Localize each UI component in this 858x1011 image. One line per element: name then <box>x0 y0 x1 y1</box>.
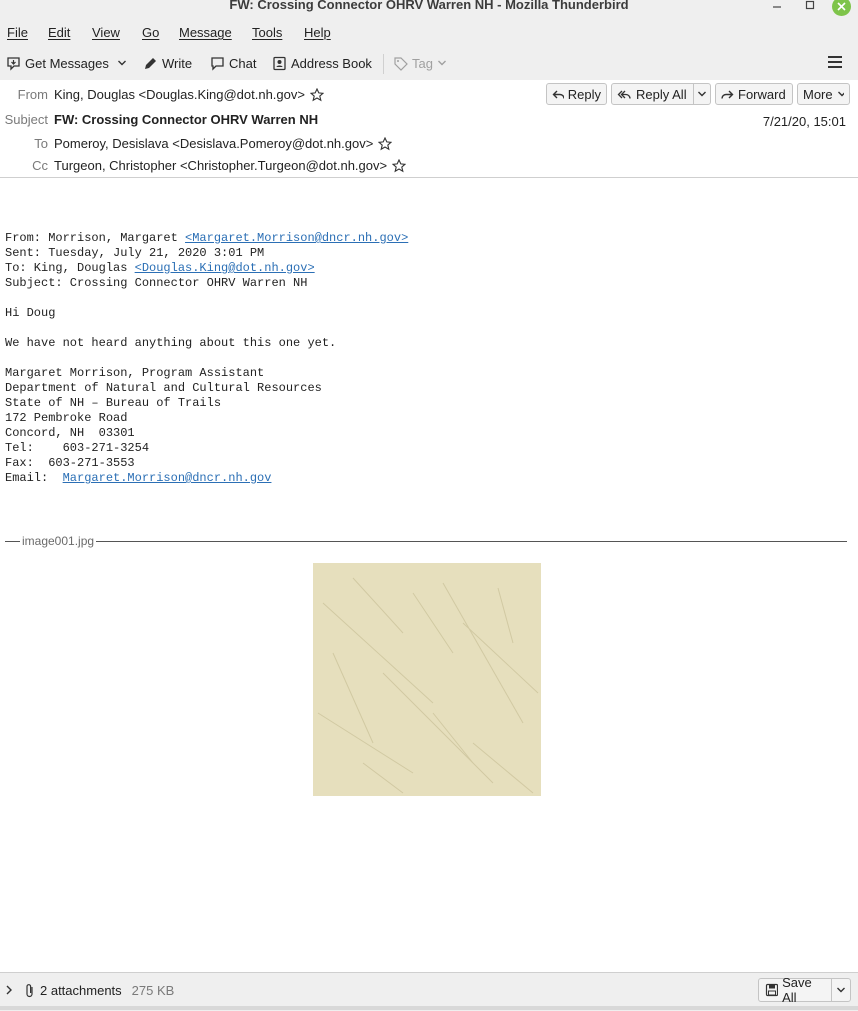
reply-all-dropdown[interactable] <box>693 84 710 104</box>
save-all-button[interactable] <box>758 975 851 1005</box>
close-window-button[interactable] <box>832 0 851 16</box>
address-book-icon <box>272 56 287 71</box>
menu-bar <box>0 20 858 46</box>
message-date: 7/21/20, 15:01 <box>762 114 846 129</box>
star-icon[interactable] <box>392 159 406 173</box>
forward-icon <box>721 88 734 101</box>
chat-icon <box>210 56 225 71</box>
toolbar-separator <box>383 54 384 74</box>
subject-label: Subject <box>4 112 48 127</box>
reply-all-icon <box>617 88 632 101</box>
download-icon <box>6 56 21 71</box>
star-icon[interactable] <box>378 137 392 151</box>
reply-all-button[interactable] <box>611 83 711 105</box>
maximize-button[interactable] <box>800 0 820 16</box>
quoted-from-prefix: From: Morrison, Margaret <box>5 231 186 245</box>
get-messages-button[interactable] <box>6 54 109 72</box>
greeting: Hi Doug <box>5 306 56 320</box>
reply-button[interactable] <box>546 83 607 105</box>
title-bar <box>0 0 858 20</box>
save-all-dropdown[interactable] <box>831 979 850 1001</box>
message-header <box>0 80 858 178</box>
menu-file[interactable]: File <box>7 25 28 40</box>
cc-address[interactable]: Turgeon, Christopher <Christopher.Turgeon@dot.nh.gov> <box>54 158 388 173</box>
menu-view[interactable]: View <box>92 25 120 40</box>
more-button[interactable] <box>797 83 850 105</box>
write-label: Write <box>162 55 193 71</box>
cc-value[interactable] <box>54 158 406 173</box>
body-paragraph: We have not heard anything about this one yet. <box>5 336 337 350</box>
tag-button[interactable] <box>393 54 447 72</box>
chat-button[interactable] <box>210 54 256 72</box>
save-icon <box>765 983 778 997</box>
tag-label: Tag <box>412 55 433 71</box>
save-all-label: Save All <box>782 975 812 1005</box>
tag-icon <box>393 56 408 71</box>
signature-street: 172 Pembroke Road <box>5 411 128 425</box>
more-label: More <box>803 86 833 102</box>
app-menu-button[interactable] <box>828 56 842 70</box>
signature-city: Concord, NH 03301 <box>5 426 135 440</box>
menu-go[interactable]: Go <box>142 25 160 40</box>
signature-email-prefix: Email: <box>5 471 63 485</box>
minimize-button[interactable] <box>767 0 787 16</box>
hamburger-icon-line <box>828 61 842 63</box>
from-value[interactable] <box>54 87 324 102</box>
chevron-down-icon <box>117 58 127 68</box>
signature-department: Department of Natural and Cultural Resources <box>5 381 322 395</box>
menu-edit[interactable]: Edit <box>48 25 71 40</box>
signature-email-link[interactable]: Margaret.Morrison@dncr.nh.gov <box>62 471 272 485</box>
from-label: From <box>17 87 48 102</box>
paper-texture-image <box>313 563 541 796</box>
to-address[interactable]: Pomeroy, Desislava <Desislava.Pomeroy@dot.nh.gov> <box>54 136 374 151</box>
hamburger-icon <box>828 56 842 58</box>
signature-name: Margaret Morrison, Program Assistant <box>5 366 265 380</box>
attachments-count: 2 attachments <box>40 983 122 998</box>
minimize-icon <box>771 0 783 10</box>
forward-label: Forward <box>738 86 786 102</box>
chevron-down-icon <box>837 89 844 99</box>
attachments-summary[interactable] <box>24 983 174 998</box>
signature-tel: Tel: 603-271-3254 <box>5 441 150 455</box>
quoted-to-prefix: To: King, Douglas <box>5 261 135 275</box>
subject-value: FW: Crossing Connector OHRV Warren NH <box>54 112 319 127</box>
chevron-down-icon <box>836 985 846 995</box>
pencil-icon <box>143 56 158 71</box>
address-book-label: Address Book <box>291 55 372 71</box>
chat-label: Chat <box>229 55 257 71</box>
attachments-toggle[interactable] <box>4 984 14 996</box>
inline-attachment-image[interactable] <box>313 563 541 796</box>
menu-tools[interactable]: Tools <box>252 25 283 40</box>
chevron-down-icon <box>697 89 707 99</box>
signature-fax: Fax: 603-271-3553 <box>5 456 135 470</box>
to-label: To <box>34 136 48 151</box>
reply-all-label: Reply All <box>636 86 687 102</box>
close-icon <box>832 0 851 16</box>
get-messages-label: Get Messages <box>25 55 109 71</box>
message-body <box>5 231 408 486</box>
cc-label: Cc <box>32 158 48 173</box>
maximize-icon <box>804 0 816 10</box>
menu-message[interactable]: Message <box>179 25 232 40</box>
window-bottom-border <box>0 1006 858 1010</box>
quoted-to-link[interactable]: <Douglas.King@dot.nh.gov> <box>134 261 315 275</box>
quoted-from-link[interactable]: <Margaret.Morrison@dncr.nh.gov> <box>185 231 409 245</box>
main-toolbar <box>0 46 858 80</box>
forward-button[interactable] <box>715 83 793 105</box>
address-book-button[interactable] <box>272 54 372 72</box>
quoted-subject: Subject: Crossing Connector OHRV Warren NH <box>5 276 308 290</box>
to-value[interactable] <box>54 136 392 151</box>
write-button[interactable] <box>143 54 192 72</box>
window-title: FW: Crossing Connector OHRV Warren NH - Mozilla Thunderbird <box>229 0 629 12</box>
reply-label: Reply <box>567 86 601 102</box>
hamburger-icon-line <box>828 66 842 68</box>
chevron-down-icon <box>437 58 447 68</box>
get-messages-dropdown[interactable] <box>117 54 127 72</box>
menu-help[interactable]: Help <box>304 25 331 40</box>
attachments-size: 275 KB <box>131 983 175 998</box>
signature-bureau: State of NH – Bureau of Trails <box>5 396 222 410</box>
chevron-right-icon <box>4 984 14 996</box>
reply-icon <box>552 88 564 101</box>
quoted-sent: Sent: Tuesday, July 21, 2020 3:01 PM <box>5 246 265 260</box>
attachment-divider <box>5 541 847 542</box>
from-address[interactable]: King, Douglas <Douglas.King@dot.nh.gov> <box>54 87 305 102</box>
inline-attachment-name[interactable]: image001.jpg <box>22 534 95 548</box>
star-icon[interactable] <box>310 88 324 102</box>
paperclip-icon <box>24 983 36 998</box>
